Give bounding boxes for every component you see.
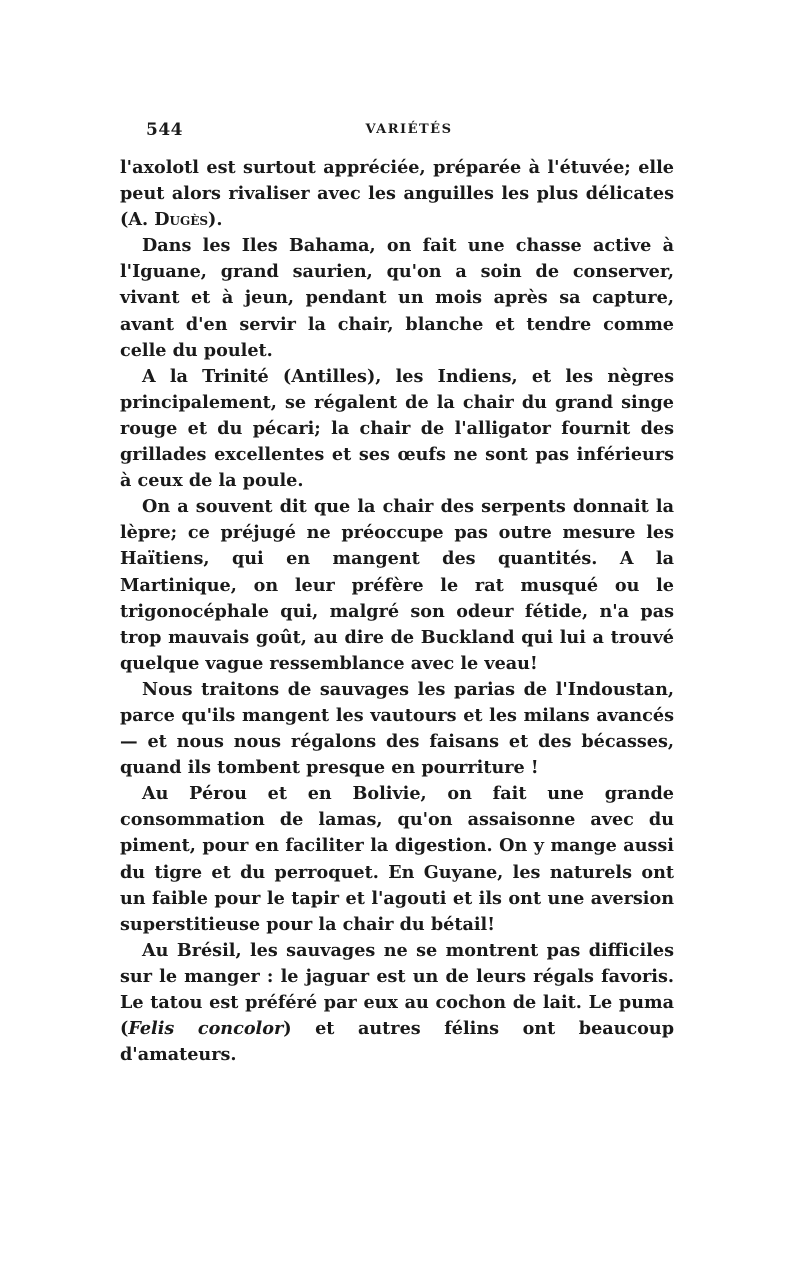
paragraph-indoustan: Nous traitons de sauvages les parias de l'Indoustan, parce qu'ils mangent les vautours et les milans avancés — et nous nous régalons des faisans et des bécasses, quand ils tombent presque en pourriture ! [120, 678, 674, 779]
species-name: Felis concolor [128, 1018, 284, 1040]
running-title: VARIÉTÉS [365, 122, 453, 137]
paragraph-bresil [120, 938, 674, 1068]
author-name: Dugès [154, 209, 209, 231]
running-head [146, 120, 672, 144]
paragraph-trinite: A la Trinité (Antilles), les Indiens, et les nègres principalement, se régalent de la chair du grand singe rouge et du pécari; la chair de l'alligator fournit des grillades excellentes et ses œufs ne sont pas inférieurs à ceux de la poule. [120, 365, 674, 492]
paragraph-bahama: Dans les Iles Bahama, on fait une chasse active à l'Iguane, grand saurien, qu'on a soin de conserver, vivant et à jeun, pendant un mois après sa capture, avant d'en servir la chair, blanche et tendre comme celle du poulet. [120, 235, 674, 361]
paragraph-text: ). [208, 209, 223, 231]
paragraph-text: l'axolotl est surtout appréciée, préparée à l'étuvée; elle peut alors rivaliser avec les anguilles les plus délicates (A. [120, 157, 674, 231]
paragraph-axolotl [120, 155, 674, 233]
paragraph-perou: Au Pérou et en Bolivie, on fait une grande consommation de lamas, qu'on assaisonne avec du piment, pour en faciliter la digestion. On y mange aussi du tigre et du perroquet. En Guyane, les naturels ont un faible pour le tapir et l'agouti et ils ont une aversion superstitieuse pour la chair du bétail! [120, 783, 674, 935]
paragraph-text: ) et autres félins ont beaucoup d'amateurs. [120, 1018, 674, 1066]
paragraph-text: Au Brésil, les sauvages ne se montrent pas difficiles sur le manger : le jaguar est un de leurs régals favoris. Le tatou est préféré par eux au cochon de lait. Le puma ( [120, 939, 674, 1040]
page-number: 544 [146, 120, 183, 140]
body-text [120, 155, 674, 1068]
paragraph-serpents: On a souvent dit que la chair des serpents donnait la lèpre; ce préjugé ne préoccupe pas outre mesure les Haïtiens, qui en mangent des quantités. A la Martinique, on leur préfère le rat musqué ou le trigonocéphale qui, malgré son odeur fétide, n'a pas trop mauvais goût, au dire de Buckland qui lui a trouvé quelque vague ressemblance avec le veau! [120, 496, 674, 674]
